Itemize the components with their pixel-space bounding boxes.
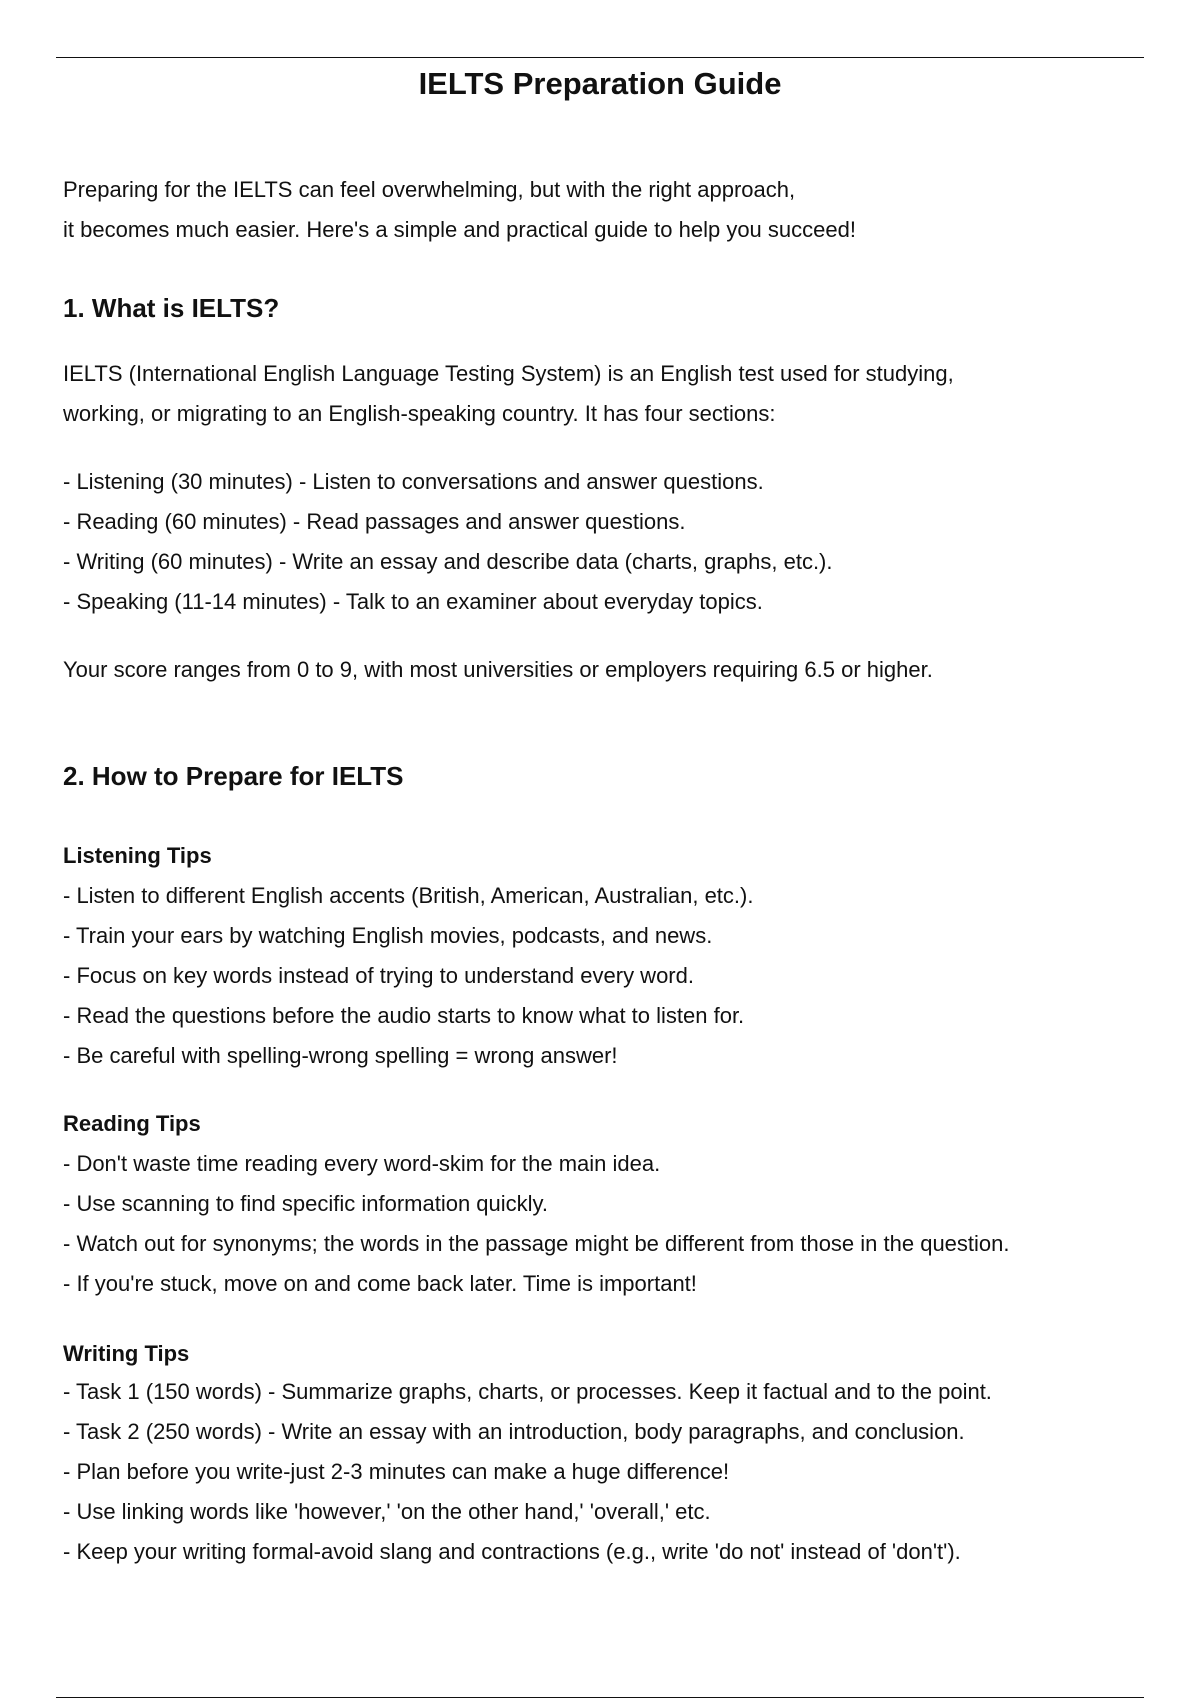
subheading-writing-tips: Writing Tips (63, 1341, 190, 1366)
listening-tips-list (63, 876, 753, 1076)
page-title: IELTS Preparation Guide (418, 66, 782, 101)
list-item: - Watch out for synonyms; the words in the passage might be different from those in the question. (63, 1231, 1010, 1256)
subheading-listening-tips: Listening Tips (63, 843, 212, 868)
list-item: - If you're stuck, move on and come back later. Time is important! (63, 1271, 697, 1296)
list-item: - Listening (30 minutes) - Listen to conversations and answer questions. (63, 469, 764, 494)
top-divider (56, 57, 1144, 58)
list-item: - Use linking words like 'however,' 'on the other hand,' 'overall,' etc. (63, 1499, 711, 1524)
reading-tips-list (63, 1144, 1010, 1304)
section1-para-line-2: working, or migrating to an English-speaking country. It has four sections: (63, 401, 776, 426)
intro-line-1: Preparing for the IELTS can feel overwhelming, but with the right approach, (63, 177, 796, 202)
list-item: - Writing (60 minutes) - Write an essay and describe data (charts, graphs, etc.). (63, 549, 833, 574)
list-item: - Be careful with spelling-wrong spelling = wrong answer! (63, 1043, 618, 1068)
list-item: - Plan before you write-just 2-3 minutes can make a huge difference! (63, 1459, 730, 1484)
section1-para-line-1: IELTS (International English Language Testing System) is an English test used for studying, (63, 361, 954, 386)
list-item: - Don't waste time reading every word-skim for the main idea. (63, 1151, 661, 1176)
list-item: - Task 2 (250 words) - Write an essay with an introduction, body paragraphs, and conclusion. (63, 1419, 965, 1444)
sections-list (63, 462, 833, 622)
bottom-divider (56, 1697, 1144, 1698)
list-item: - Task 1 (150 words) - Summarize graphs, charts, or processes. Keep it factual and to the point. (63, 1379, 992, 1404)
intro-line-2: it becomes much easier. Here's a simple and practical guide to help you succeed! (63, 217, 856, 242)
writing-tips-list (63, 1372, 992, 1572)
list-item: - Reading (60 minutes) - Read passages and answer questions. (63, 509, 686, 534)
list-item: - Read the questions before the audio starts to know what to listen for. (63, 1003, 745, 1028)
list-item: - Train your ears by watching English movies, podcasts, and news. (63, 923, 713, 948)
section-heading-what-is-ielts: 1. What is IELTS? (63, 293, 280, 323)
section-heading-how-to-prepare: 2. How to Prepare for IELTS (63, 761, 404, 791)
list-item: - Keep your writing formal-avoid slang and contractions (e.g., write 'do not' instead of 'don't'). (63, 1539, 961, 1564)
list-item: - Use scanning to find specific information quickly. (63, 1191, 549, 1216)
list-item: - Focus on key words instead of trying to understand every word. (63, 963, 694, 988)
score-note: Your score ranges from 0 to 9, with most universities or employers requiring 6.5 or higher. (63, 657, 933, 682)
subheading-reading-tips: Reading Tips (63, 1111, 201, 1136)
list-item: - Speaking (11-14 minutes) - Talk to an examiner about everyday topics. (63, 589, 763, 614)
list-item: - Listen to different English accents (British, American, Australian, etc.). (63, 883, 754, 908)
